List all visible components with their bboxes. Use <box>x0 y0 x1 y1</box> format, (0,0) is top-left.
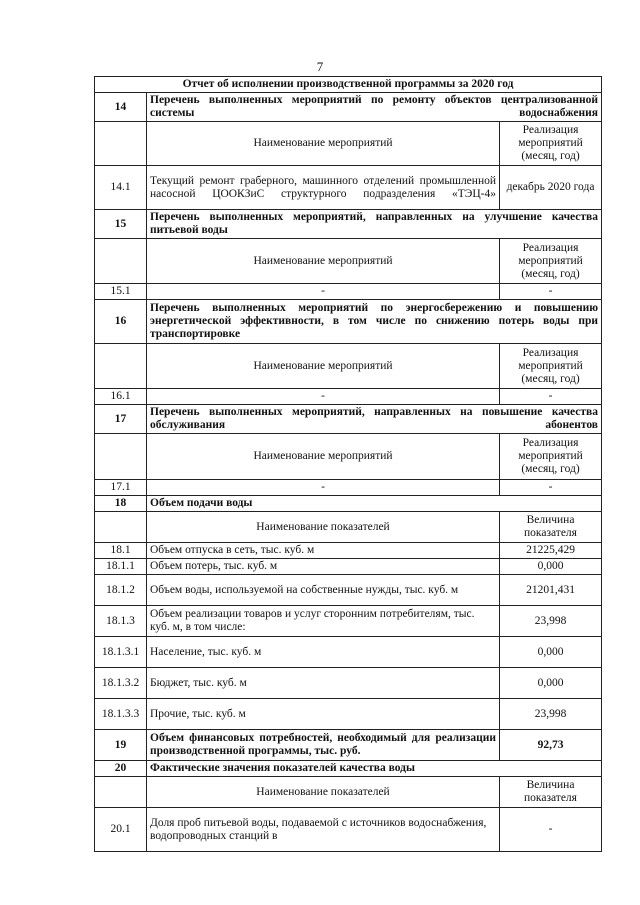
row-number: 18.1.2 <box>95 575 147 606</box>
row-name: - <box>147 389 500 405</box>
header-name: Наименование мероприятий <box>147 239 500 284</box>
table-row <box>95 543 602 559</box>
row-value: 21201,431 <box>500 575 602 606</box>
section-18-title-row <box>95 496 602 512</box>
row-number: 18.1.3.2 <box>95 668 147 699</box>
header-num-cell <box>95 512 147 543</box>
header-name: Наименование мероприятий <box>147 344 500 389</box>
row-value: 23,998 <box>500 606 602 637</box>
row-number: 15.1 <box>95 284 147 300</box>
header-num-cell <box>95 434 147 480</box>
section-title: Фактические значения показателей качества воды <box>147 761 602 777</box>
table-row <box>95 575 602 606</box>
section-number: 20 <box>95 761 147 777</box>
row-value: 0,000 <box>500 559 602 575</box>
header-value: Реализация мероприятий (месяц, год) <box>500 434 602 480</box>
header-value: Реализация мероприятий (месяц, год) <box>500 239 602 284</box>
row-number: 16.1 <box>95 389 147 405</box>
header-name: Наименование показателей <box>147 777 500 808</box>
header-num-cell <box>95 122 147 166</box>
header-value: Реализация мероприятий (месяц, год) <box>500 344 602 389</box>
header-value: Величина показателя <box>500 777 602 808</box>
row-number: 20.1 <box>95 808 147 852</box>
section-title: Перечень выполненных мероприятий, направленных на повышение качества обслуживания абонентов <box>147 405 602 434</box>
row-number: 14.1 <box>95 166 147 210</box>
header-name: Наименование показателей <box>147 512 500 543</box>
report-table <box>94 76 602 852</box>
header-num-cell <box>95 344 147 389</box>
section-number: 14 <box>95 93 147 122</box>
row-name: - <box>147 284 500 300</box>
section-14-header-row <box>95 122 602 166</box>
row-name: - <box>147 480 500 496</box>
row-value: 23,998 <box>500 699 602 730</box>
page-number: 7 <box>316 59 324 74</box>
row-name: Объем потерь, тыс. куб. м <box>147 559 500 575</box>
section-17-title-row <box>95 405 602 434</box>
row-name: Население, тыс. куб. м <box>147 637 500 668</box>
table-row <box>95 284 602 300</box>
report-title: Отчет об исполнении производственной программы за 2020 год <box>95 77 602 93</box>
header-num-cell <box>95 239 147 284</box>
section-20-title-row <box>95 761 602 777</box>
header-name: Наименование мероприятий <box>147 434 500 480</box>
row-number: 17.1 <box>95 480 147 496</box>
section-number: 17 <box>95 405 147 434</box>
section-14-title-row <box>95 93 602 122</box>
section-number: 19 <box>95 730 147 761</box>
row-name: Объем реализации товаров и услуг сторонним потребителям, тыс. куб. м, в том числе: <box>147 606 500 637</box>
row-name: Прочие, тыс. куб. м <box>147 699 500 730</box>
table-row <box>95 606 602 637</box>
table-row <box>95 668 602 699</box>
row-number: 18.1.3 <box>95 606 147 637</box>
row-name: Объем отпуска в сеть, тыс. куб. м <box>147 543 500 559</box>
row-number: 18.1 <box>95 543 147 559</box>
header-value: Величина показателя <box>500 512 602 543</box>
report-title-row <box>95 77 602 93</box>
row-value: - <box>500 808 602 852</box>
section-number: 16 <box>95 300 147 344</box>
row-value: - <box>500 480 602 496</box>
section-title: Объем финансовых потребностей, необходимый для реализации производственной программы, тыс. руб. <box>147 730 500 761</box>
row-name: Текущий ремонт граберного, машинного отделений промышленной насосной ЦООКЗиС структурного подразделения «ТЭЦ-4» <box>147 166 500 210</box>
section-19-row <box>95 730 602 761</box>
table-row <box>95 637 602 668</box>
section-16-title-row <box>95 300 602 344</box>
section-title: Перечень выполненных мероприятий по ремонту объектов централизованной системы водоснабжения <box>147 93 602 122</box>
row-name: Объем воды, используемой на собственные нужды, тыс. куб. м <box>147 575 500 606</box>
section-number: 15 <box>95 210 147 239</box>
section-15-title-row <box>95 210 602 239</box>
row-value: 0,000 <box>500 637 602 668</box>
table-row <box>95 480 602 496</box>
row-value: декабрь 2020 года <box>500 166 602 210</box>
section-16-header-row <box>95 344 602 389</box>
section-18-header-row <box>95 512 602 543</box>
header-num-cell <box>95 777 147 808</box>
row-value: 92,73 <box>500 730 602 761</box>
section-title: Перечень выполненных мероприятий, направленных на улучшение качества питьевой воды <box>147 210 602 239</box>
row-number: 18.1.3.1 <box>95 637 147 668</box>
section-title: Объем подачи воды <box>147 496 602 512</box>
table-row <box>95 699 602 730</box>
header-name: Наименование мероприятий <box>147 122 500 166</box>
row-value: - <box>500 284 602 300</box>
row-value: 0,000 <box>500 668 602 699</box>
section-number: 18 <box>95 496 147 512</box>
row-number: 18.1.1 <box>95 559 147 575</box>
section-20-header-row <box>95 777 602 808</box>
row-value: - <box>500 389 602 405</box>
table-row <box>95 808 602 852</box>
table-row <box>95 389 602 405</box>
header-value: Реализация мероприятий (месяц, год) <box>500 122 602 166</box>
section-15-header-row <box>95 239 602 284</box>
section-17-header-row <box>95 434 602 480</box>
row-value: 21225,429 <box>500 543 602 559</box>
table-row <box>95 166 602 210</box>
row-number: 18.1.3.3 <box>95 699 147 730</box>
row-name: Бюджет, тыс. куб. м <box>147 668 500 699</box>
row-name: Доля проб питьевой воды, подаваемой с источников водоснабжения, водопроводных станций в <box>147 808 500 852</box>
section-title: Перечень выполненных мероприятий по энергосбережению и повышению энергетической эффективности, в том числе по снижению потерь воды при транспортировке <box>147 300 602 344</box>
table-row <box>95 559 602 575</box>
